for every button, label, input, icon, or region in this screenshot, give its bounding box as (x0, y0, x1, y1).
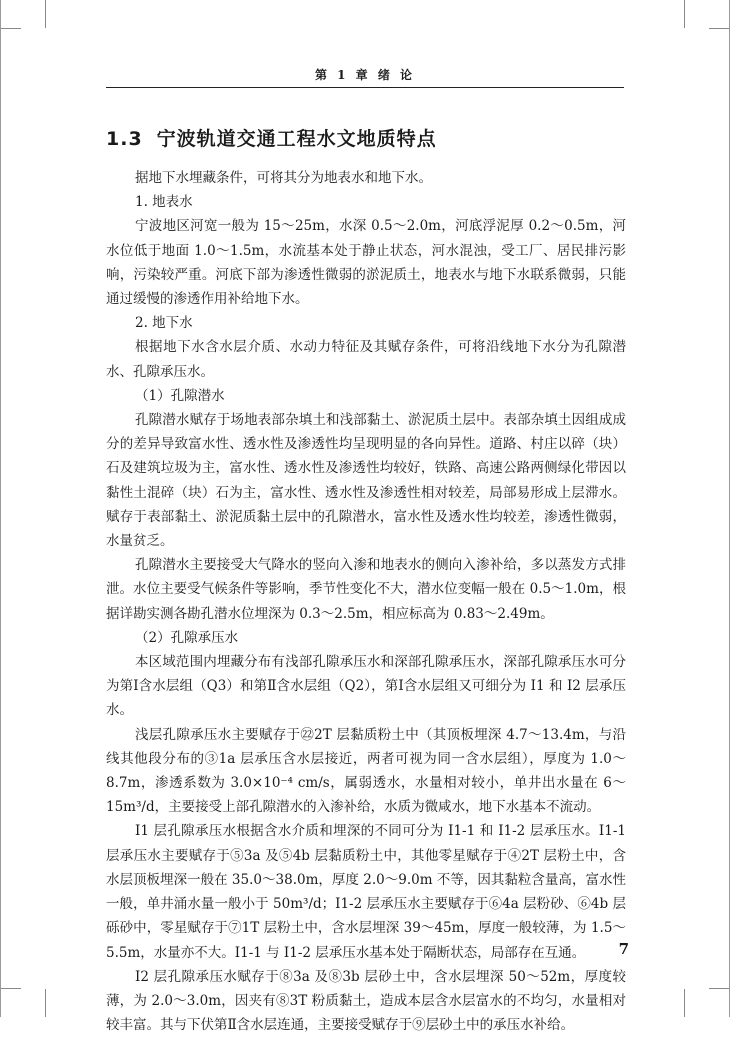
paragraph: I2 层孔隙承压水赋存于⑧3a 及⑧3b 层砂土中，含水层埋深 50～52m，厚度较薄，为 2.0～3.0m，因夹有⑧3T 粉质黏土，造成本层含水层富水的不均匀，水量相对较丰富。其与下伏第Ⅱ含水层连通，主要接受赋存于⑨层砂土中的承压水补给。 (106, 968, 626, 1034)
crop-mark (709, 988, 729, 989)
subheading: （1）孔隙潜水 (135, 387, 225, 404)
crop-mark (1, 28, 21, 29)
crop-mark (709, 28, 729, 29)
subheading: 1. 地表水 (135, 194, 193, 211)
running-head: 第 1 章 绪 论 (314, 68, 416, 82)
crop-mark (17, 0, 46, 28)
paragraph: 本区域范围内埋藏分布有浅部孔隙承压水和深部孔隙承压水，深部孔隙承压水可分为第Ⅰ含水层组（Q3）和第Ⅱ含水层组（Q2），第Ⅰ含水层组又可细分为 I1 和 I2 层承压水。 (106, 654, 626, 719)
paragraph: 孔隙潜水赋存于场地表部杂填土和浅部黏土、淤泥质土层中。表部杂填土因组成成分的差异导致富水性、透水性及渗透性均呈现明显的各向异性。道路、村庄以碎（块）石及建筑垃圾为主，富水性、透水性及渗透性均较好，铁路、高速公路两侧绿化带因以黏性土混碎（块）石为主，富水性、透水性及渗透性相对较差，局部易形成上层滞水。赋存于表部黏土、淤泥质黏土层中的孔隙潜水，富水性及透水性均较差，渗透性微弱，水量贫乏。 (106, 412, 626, 550)
section-title (106, 124, 437, 151)
page-number: 7 (618, 940, 629, 958)
paragraph: 宁波地区河宽一般为 15～25m，水深 0.5～2.0m，河底浮泥厚 0.2～0.5m，河水位低于地面 1.0～1.5m，水流基本处于静止状态，河水混浊，受工厂、居民排污影响，污染较严重。河底下部为渗透性微弱的淤泥质土，地表水与地下水联系微弱，只能通过缓慢的渗透作用补给地下水。 (106, 218, 626, 308)
subheading: 2. 地下水 (135, 315, 193, 332)
crop-mark (17, 989, 46, 1017)
paragraph: 孔隙潜水主要接受大气降水的竖向入渗和地表水的侧向入渗补给，多以蒸发方式排泄。水位主要受气候条件等影响，季节性变化不大，潜水位变幅一般在 0.5～1.0m，根据详勘实测各勘孔潜水位埋深为 0.3～2.5m，相应标高为 0.83～2.49m。 (106, 557, 626, 622)
crop-mark (684, 989, 713, 1017)
paragraph: 浅层孔隙承压水主要赋存于㉒2T 层黏质粉土中（其顶板埋深 4.7～13.4m，与沿线其他段分布的③1a 层承压含水层接近，两者可视为同一含水层组），厚度为 1.0～8.7m，渗透系数为 3.0×10⁻⁴ cm/s，属弱透水，水量相对较小，单井出水量在 6～15m³/d，主要接受上部孔隙潜水的入渗补给，水质为微咸水，地下水基本不流动。 (106, 726, 626, 816)
section-number: 1.3 (106, 128, 143, 150)
paragraph: I1 层孔隙承压水根据含水介质和埋深的不同可分为 I1-1 和 I1-2 层承压水。I1-1 层承压水主要赋存于⑤3a 及⑤4b 层黏质粉土中，其他零星赋存于④2T 层粉土中，含水层顶板埋深一般在 35.0～38.0m，厚度 2.0～9.0m 不等，因其黏粒含量高，富水性一般，单井涌水量一般小于 50m³/d；I1-2 层承压水主要赋存于⑥4a 层粉砂、⑥4b 层砾砂中，零星赋存于⑦1T 层粉土中，含水层埋深 39～45m，厚度一般较薄，为 1.5～5.5m，水量亦不大。I1-1 与 I1-2 层承压水基本处于隔断状态，局部存在互通。 (106, 823, 626, 961)
paragraph: 根据地下水含水层介质、水动力特征及其赋存条件，可将沿线地下水分为孔隙潜水、孔隙承压水。 (106, 339, 626, 380)
crop-mark (1, 988, 21, 989)
section-title-text: 宁波轨道交通工程水文地质特点 (156, 128, 437, 150)
body-text (106, 166, 626, 1037)
paragraph: 据地下水埋藏条件，可将其分为地表水和地下水。 (135, 170, 432, 186)
subheading: （2）孔隙承压水 (135, 629, 239, 646)
header-rule (106, 87, 624, 88)
crop-mark (684, 0, 713, 28)
